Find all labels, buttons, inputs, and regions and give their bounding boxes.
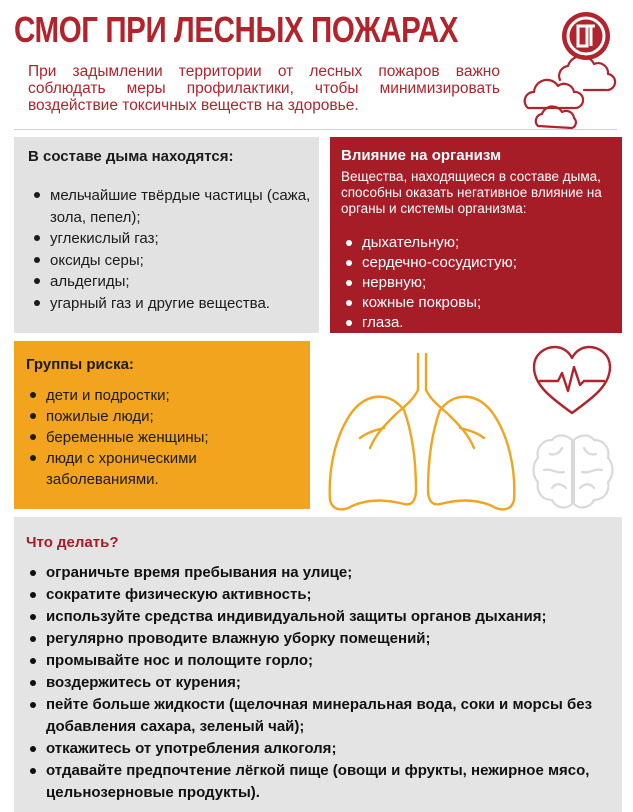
smoke-list [32,185,312,314]
brain-icon [530,432,616,514]
smoke-box-title: В составе дыма находятся: [28,148,234,165]
effect-box-title: Влияние на организм [341,147,502,164]
list-item: пожилые люди; [28,406,303,427]
list-item: угарный газ и другие вещества. [32,293,312,315]
list-item: дети и подростки; [28,385,303,406]
todo-list [28,562,613,804]
page-title: СМОГ ПРИ ЛЕСНЫХ ПОЖАРАХ [14,9,459,50]
header-divider [14,129,617,130]
list-item: пейте больше жидкости (щелочная минеральная вода, соки и морсы без добавления сахара, зеленый чай); [28,694,613,738]
list-item: беременные женщины; [28,427,303,448]
smoke-clouds-icon [520,40,620,130]
list-item: альдегиды; [32,271,312,293]
list-item: воздержитесь от курения; [28,672,613,694]
heart-pulse-icon [530,345,614,419]
list-item: дыхательную; [344,233,614,253]
list-item: глаза. [344,313,614,333]
list-item: промывайте нос и полощите горло; [28,650,613,672]
list-item: ограничьте время пребывания на улице; [28,562,613,584]
smoke-composition-box [14,137,319,333]
lungs-icon [318,350,523,518]
list-item: мельчайшие твёрдые частицы (сажа, зола, пепел); [32,185,312,228]
list-item: регулярно проводите влажную уборку помещений; [28,628,613,650]
list-item: люди с хроническими заболеваниями. [28,448,303,490]
list-item: сократите физическую активность; [28,584,613,606]
effect-description: Вещества, находящиеся в составе дыма, способны оказать негативное влияние на органы и системы организма: [341,169,602,216]
todo-box-title: Что делать? [26,534,119,551]
list-item: углекислый газ; [32,228,312,250]
list-item: используйте средства индивидуальной защиты органов дыхания; [28,606,613,628]
list-item: оксиды серы; [32,250,312,272]
list-item: отдавайте предпочтение лёгкой пище (овощи и фрукты, нежирное мясо, цельнозерновые продукты). [28,760,613,804]
risk-groups-box [14,341,310,509]
risk-box-title: Группы риска: [26,356,134,373]
intro-text: При задымлении территории от лесных пожаров важно соблюдать меры профилактики, чтобы минимизировать воздействие токсичных веществ на здоровье. [28,63,500,114]
list-item: откажитесь от употребления алкоголя; [28,738,613,760]
list-item: нервную; [344,273,614,293]
effect-list [344,233,614,333]
what-to-do-box [14,517,622,812]
list-item: кожные покровы; [344,293,614,313]
risk-list [28,385,303,490]
list-item: сердечно-сосудистую; [344,253,614,273]
body-effect-box [330,137,622,333]
